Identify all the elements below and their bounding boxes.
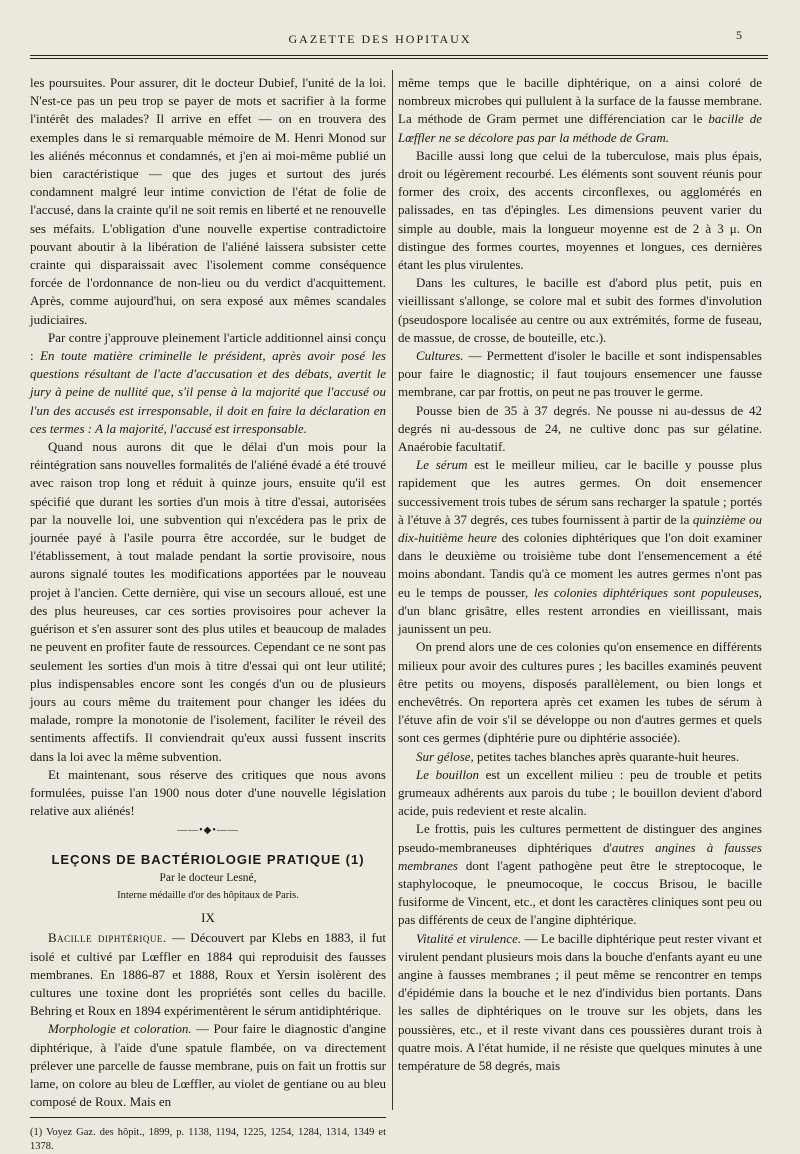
section-title: LEÇONS DE BACTÉRIOLOGIE PRATIQUE (1) <box>51 851 365 867</box>
paragraph <box>30 929 386 1020</box>
paragraph-text: dont l'agent pathogène peut être le streptocoque, le staphylocoque, le pneumocoque, le coccus Brisou, le bacille fusiforme de Vincent, etc., et dont les caractères cliniques sont peu ou pas différents de ceux de l'angine diphtérique. <box>398 857 762 928</box>
paragraph <box>398 74 762 147</box>
paragraph-text: est un excellent milieu : peu de trouble et petits grumeaux adhérents aux parois du tube ; le bouillon devient d'abord acide, puis redevient et reste alcalin. <box>398 766 762 819</box>
paragraph-text: est le meilleur milieu, car le bacille y pousse plus rapidement que les autres germes. On doit ensemencer successivement trois tubes de sérum sans recharger la spatule ; portés à l'étuve à 37 degrés, ces tubes fournissent à partir de la <box>398 457 763 527</box>
paragraph: Quand nous aurons dit que le délai d'un mois pour la réintégration sans nouvelles formalités de l'aliéné évadé a été trouvé avec raison trop long et réduit à quinze jours, ensuite qu'il est spécifié que durant les sorties d'un mois à titre d'essai, autorisées par la nouvelle loi, une subvention qui n'excédera pas le prix de journée payé à l'asile pourra être accordée, sur le budget de l'établissement, à tout malade pendant la sortie provisoire, nous aurons signalé toutes les modifications apportées par le nouveau projet à l'ancien. Cette dernière, qui vise un secours alloué, est une des plus heureuses, car ces sorties provisoires pour achever la guérison et s'en assurer sont des plus utiles et beaucoup de malades ne peuvent en profiter faute de ressources. Cependant ce ne sont pas seulement les sorties d'un mois à titre d'essai qui ont leur utilité; plus indispensables encore sont les congés d'un ou de plusieurs jours au cours même du traitement pour changer les idées du malade, rompre la monotonie de l'isolement, faciliter le réveil des sentiments affectifs. Il conviendrait qu'eux aussi fussent inscrits dans la loi avec la même subvention. <box>30 439 386 764</box>
paragraph-text: — Découvert par Klebs en 1883, il fut isolé et cultivé par Lœffler en 1884 qui reproduisit des fausses membranes. En 1886-87 et 1888, Roux et Yersin isolèrent des cultures une toxine dont les propriétés sont celles du bacille. Behring et Roux en 1894 expérimentèrent le sérum antidiphtérique. <box>30 930 386 1019</box>
subsection-heading: Vitalité et virulence. <box>416 930 522 946</box>
lesson-number: IX <box>201 910 215 926</box>
paragraph-text: d'un blanc grisâtre, elles restent arrondies en vieillissant, mais jaunissent un peu. <box>398 602 762 637</box>
paragraph-text: des colonies diphtériques que l'on doit examiner dans le deuxième ou troisième tube dont l'ensemencement a été moins abondant. Tandis qu'à ce moment les autres germes n'ont pas eu le temps de pousser, <box>398 530 763 600</box>
paragraph <box>398 748 762 766</box>
paragraph-text: Le frottis, puis les cultures permettent de distinguer des angines pseudo-membraneuses diphtériques d' <box>398 821 762 855</box>
paragraph-text: petites taches blanches après quarante-huit heures. <box>473 748 740 764</box>
paragraph: On prend alors une de ces colonies qu'on ensemence en différents milieux pour avoir des cultures pures ; les bacilles examinés peuvent être petits ou moyens, disposés parallèlement, ou bien longs et enchevêtrés. On reportera après cet examen les tubes de sérum à l'étuve afin de voir s'il se développe ou non d'autres germes et quels sont ces germes (diphtérie pure ou diphtérie associée). <box>398 639 762 746</box>
paragraph-text: — Le bacille diphtérique peut rester vivant et virulent pendant plusieurs mois dans la bouche d'enfants ayant eu une angine à fausses membranes ; il peut même se rencontrer en temps d'épidémie dans la bouche et le nez d'individus bien portants. Dans les salles de diphtériques on le trouve sur les objets, dans les poussières, etc., et il reste vivant dans ces poussières durant trois à quatre mois. A l'état humide, il ne résiste que quelques minutes à une température de 58 degrés, mais <box>398 930 762 1073</box>
footnote: (1) Voyez Gaz. des hôpit., 1899, p. 1138, 1194, 1225, 1254, 1284, 1314, 1349 et 1378. <box>30 1127 386 1153</box>
paragraph <box>398 820 762 929</box>
paragraph-text: même temps que le bacille diphtérique, on a ainsi coloré de nombreux microbes qui pullulent à la surface de la fausse membrane. La méthode de Gram permet une différenciation car le <box>398 75 762 127</box>
paragraph-text: — Pour faire le diagnostic d'angine diphtérique, à l'aide d'une spatule flambée, on va directement prélever une parcelle de fausse membrane, puis on fait un frottis sur lame, on colore au bleu de Lœffler, au violet de gentiane ou au bleu composé de Roux. Mais en <box>30 1021 386 1110</box>
paragraph: les poursuites. Pour assurer, dit le docteur Dubief, l'unité de la loi. N'est-ce pas un peu trop se payer de mots et sacrifier à la forme l'intérêt des malades? Il arrive en effet — on en trouvera des exemples dans le si remarquable mémoire de M. Henri Monod sur les aliénés méconnus et condamnés, et j'en ai moi-même publié un bien caractéristique — que des juges et surtout des jurés condamnent malgré leur intime conviction de l'état de folie de l'accusé, dans la crainte qu'il ne soit remis en liberté et ne renouvelle ses méfaits. L'obligation d'une nouvelle expertise contradictoire pouvant aboutir à la libération de l'aliéné laissera subsister cette crainte qui disparaissait avec l'isolement comme conséquence forcée de l'ordonnance de non-lieu ou du verdict d'acquittement. Après, comme aujourd'hui, on sera exposé aux mêmes scandales judiciaires. <box>30 75 386 327</box>
paragraph: Et maintenant, sous réserve des critiques que nous avons formulées, puisse l'an 1900 nous doter d'une nouvelle législation relative aux aliénés! <box>30 766 386 819</box>
left-column <box>30 74 386 1154</box>
section-separator: ——•◆•—— <box>177 825 239 837</box>
emphasis: autres angines à fausses membranes <box>398 839 762 873</box>
paragraph <box>398 456 762 638</box>
paragraph-text: — Permettent d'isoler le bacille et sont indispensables pour faire le diagnostic; il faut toujours ensemencer une fausse membrane, car par frottis, on peut ne pas trouver le germe. <box>398 348 762 400</box>
quoted-article: En toute matière criminelle le président, après avoir posé les questions résultant de l'acte d'accusation et des débats, avertit le jury à peine de nullité que, s'il pense à la majorité que l'accusé ou l'un des accusés est irresponsable, il doit en faire la déclaration en ces termes : A la majorité, l'accusé est irresponsable. <box>30 348 386 436</box>
emphasis: les colonies diphtériques sont populeuses, <box>533 584 762 600</box>
paragraph: Bacille aussi long que celui de la tuberculose, mais plus épais, droit ou légèrement recourbé. Les éléments sont souvent réunis pour former des croix, des accents circonflexes, ou agglomérés en palissades, en tas d'épingles. Les dimensions peuvent varier du simple au double, mais la longueur moyenne est de 2 à 3 μ. On distingue des formes courtes, moyennes et longues, ces dernières étant les plus virulentes. <box>398 147 762 273</box>
paragraph <box>398 766 762 821</box>
paragraph <box>398 930 762 1076</box>
emphasis: quinzième ou dix-huitième heure <box>398 511 762 546</box>
paragraph <box>30 329 386 438</box>
subsection-heading: Le sérum <box>416 457 468 473</box>
paragraph-lead: Par contre j'approuve pleinement l'article additionnel ainsi conçu : <box>30 329 386 364</box>
subsection-heading: Le bouillon <box>416 766 479 782</box>
subsection-heading: Sur gélose, <box>416 748 474 764</box>
header-rule-double <box>30 58 768 59</box>
header-rule <box>30 55 768 56</box>
page-number: 5 <box>736 28 742 42</box>
subsection-heading: Morphologie et coloration. <box>48 1021 192 1037</box>
paragraph <box>398 347 762 402</box>
author-affiliation: Interne médaille d'or des hôpitaux de Paris. <box>117 889 299 901</box>
footnote-rule <box>30 1117 386 1118</box>
subsection-heading: Cultures. <box>416 348 464 364</box>
paragraph <box>30 1020 386 1111</box>
emphasis: bacille de Lœffler ne se décolore pas par la méthode de Gram. <box>398 111 762 145</box>
column-divider <box>392 70 393 1110</box>
journal-title: GAZETTE DES HOPITAUX <box>288 32 472 46</box>
page-header <box>0 26 800 56</box>
right-column <box>398 74 762 1075</box>
paragraph: Pousse bien de 35 à 37 degrés. Ne pousse ni au-dessus de 42 degrés ni au-dessous de 24, ne cultive donc pas sur gélatine. Anaérobie facultatif. <box>398 402 762 455</box>
author-line: Par le docteur Lesné, <box>159 871 257 884</box>
subsection-heading: Bacille diphtérique. <box>48 930 167 946</box>
paragraph: Dans les cultures, le bacille est d'abord plus petit, puis en vieillissant s'allonge, se colore mal et subit des formes d'involution (pseudospore localisée au centre ou aux extrémités, forme de fuseau, de massue, de crosse, de bouteille, etc.). <box>398 275 762 345</box>
